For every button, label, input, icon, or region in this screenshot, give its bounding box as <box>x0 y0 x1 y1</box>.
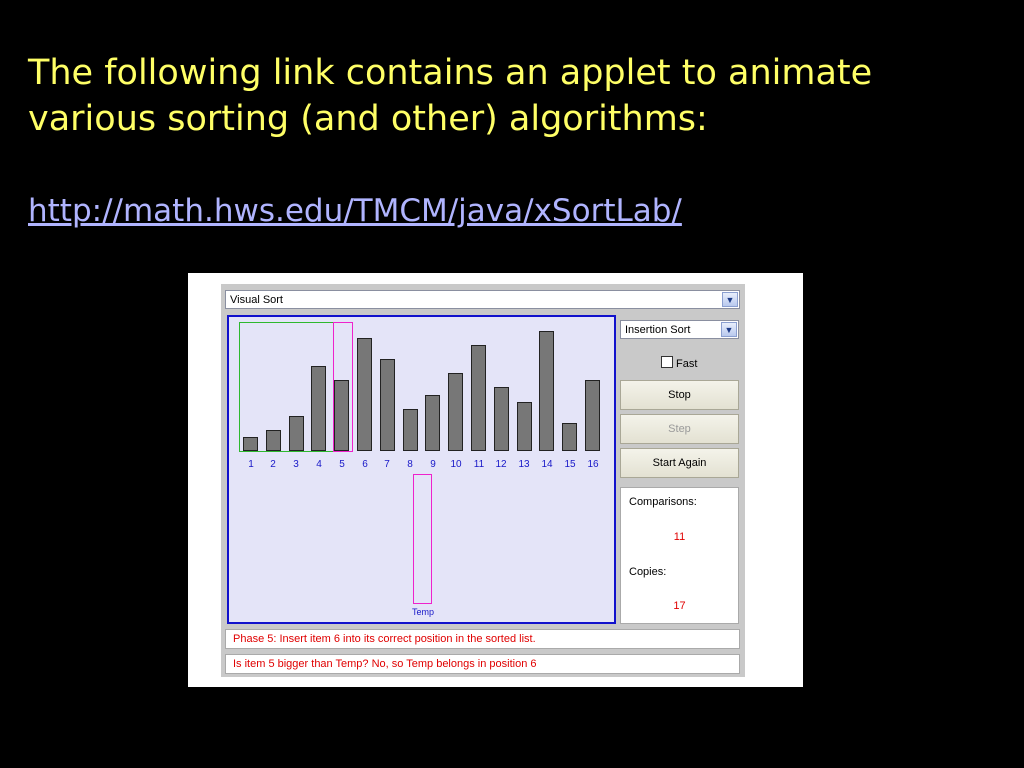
sort-bar <box>357 338 372 451</box>
sort-bar <box>471 345 486 451</box>
sort-bar <box>334 380 349 451</box>
bar-index-label: 11 <box>473 459 485 470</box>
sort-bar <box>403 409 418 451</box>
bar-index-label: 7 <box>384 459 390 470</box>
sort-bar <box>425 395 440 451</box>
sort-bar <box>311 366 326 451</box>
sort-bar <box>289 416 304 451</box>
comparisons-label: Comparisons: <box>629 496 697 508</box>
algorithm-select-value: Insertion Sort <box>625 324 691 336</box>
bar-index-label: 14 <box>541 459 553 470</box>
sort-bar <box>380 359 395 451</box>
bar-index-label: 5 <box>339 459 345 470</box>
sort-bar <box>585 380 600 451</box>
detail-message: Is item 5 bigger than Temp? No, so Temp belongs in position 6 <box>225 654 740 674</box>
algorithm-select[interactable] <box>620 320 739 339</box>
phase-message: Phase 5: Insert item 6 into its correct position in the sorted list. <box>225 629 740 649</box>
bar-index-label: 4 <box>316 459 322 470</box>
copies-value: 17 <box>673 600 686 612</box>
bar-index-label: 6 <box>362 459 368 470</box>
mode-select[interactable] <box>225 290 740 309</box>
temp-label: Temp <box>411 607 434 617</box>
bar-index-label: 10 <box>450 459 462 470</box>
bar-index-label: 15 <box>564 459 576 470</box>
sort-bar <box>517 402 532 451</box>
xsortlab-link[interactable]: http://math.hws.edu/TMCM/java/xSortLab/ <box>28 193 682 229</box>
bar-index-label: 12 <box>495 459 507 470</box>
sort-canvas <box>227 315 616 624</box>
temp-slot <box>413 474 432 604</box>
bar-index-label: 2 <box>270 459 276 470</box>
xsortlab-applet <box>221 284 745 677</box>
bar-index-label: 9 <box>430 459 436 470</box>
fast-label: Fast <box>676 358 698 370</box>
sort-bar <box>494 387 509 451</box>
chevron-down-icon[interactable]: ▼ <box>721 322 737 337</box>
stop-button[interactable]: Stop <box>620 380 739 410</box>
stats-panel <box>620 487 739 624</box>
bar-index-label: 13 <box>518 459 530 470</box>
sort-bar <box>448 373 463 451</box>
start-again-button[interactable]: Start Again <box>620 448 739 478</box>
slide-title: The following link contains an applet to animate various sorting (and other) algorithms: <box>28 53 873 139</box>
fast-checkbox[interactable] <box>661 356 673 368</box>
sort-bar <box>243 437 258 451</box>
bar-index-label: 8 <box>407 459 413 470</box>
chevron-down-icon[interactable]: ▼ <box>722 292 738 307</box>
bar-index-label: 3 <box>293 459 299 470</box>
bar-index-label: 16 <box>587 459 599 470</box>
sort-bar <box>266 430 281 451</box>
comparisons-value: 11 <box>673 531 686 543</box>
sort-bar <box>562 423 577 451</box>
fast-option[interactable] <box>661 356 697 370</box>
sort-bar <box>539 331 554 451</box>
applet-screenshot <box>188 273 803 687</box>
bar-index-label: 1 <box>248 459 254 470</box>
mode-select-value: Visual Sort <box>230 294 283 306</box>
copies-label: Copies: <box>629 566 667 578</box>
step-button[interactable]: Step <box>620 414 739 444</box>
